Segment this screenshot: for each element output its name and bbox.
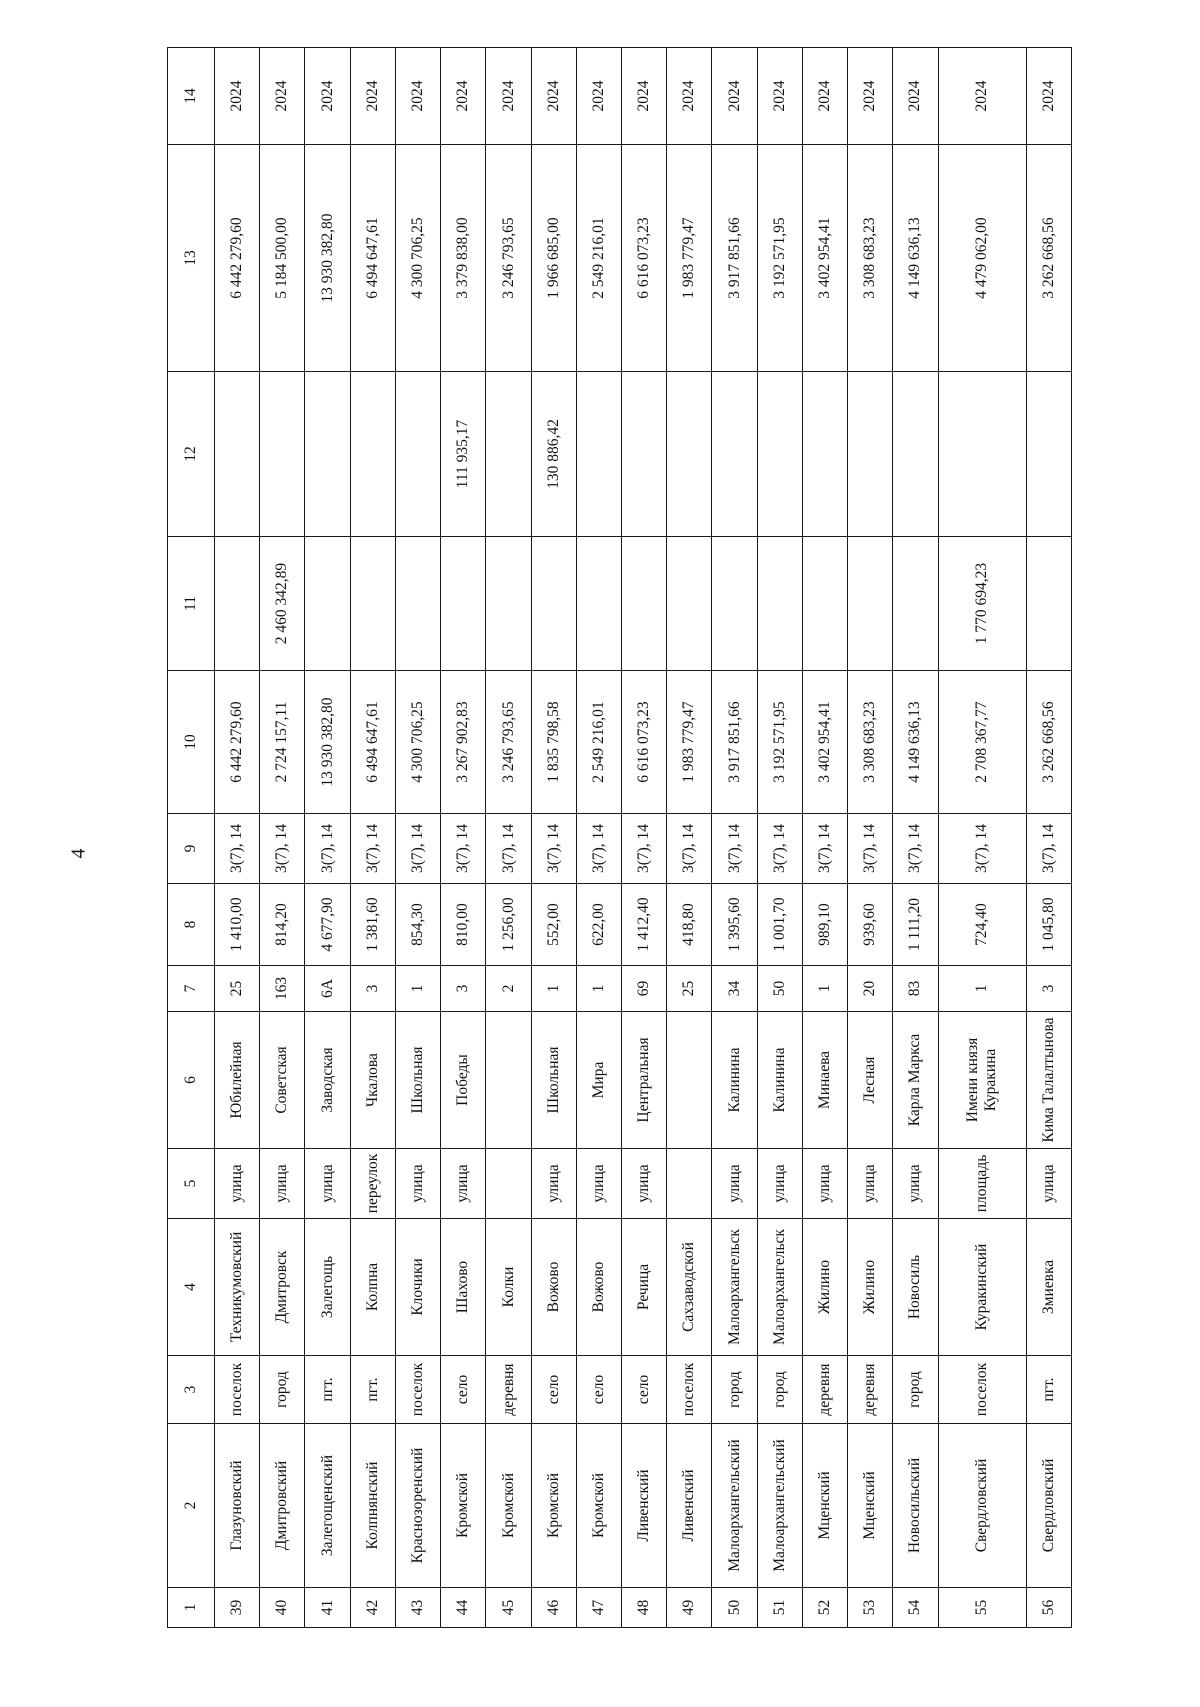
column-header-11: 11 <box>168 537 215 671</box>
column-header-4: 4 <box>168 1219 215 1356</box>
table-cell-col-9: 3(7), 14 <box>350 814 395 884</box>
page-number: 4 <box>67 848 90 859</box>
table-cell-col-11 <box>531 537 576 671</box>
table-cell-col-4: Техникумовский <box>215 1219 260 1356</box>
table-cell-col-13: 1 983 779,47 <box>667 145 712 372</box>
table-cell-col-2: Ливенский <box>621 1424 666 1588</box>
table-cell-col-8: 418,80 <box>667 884 712 966</box>
table-cell-col-7: 50 <box>757 966 802 1012</box>
table-cell-col-2: Ливенский <box>667 1424 712 1588</box>
table-cell-col-7: 1 <box>531 966 576 1012</box>
table-cell-col-1: 53 <box>848 1588 893 1628</box>
table-cell-col-14: 2024 <box>576 48 621 145</box>
table-cell-col-2: Залегощенский <box>305 1424 350 1588</box>
table-cell-col-5: улица <box>441 1149 486 1219</box>
table-cell-col-2: Малоархангельский <box>712 1424 757 1588</box>
table-cell-col-4: Малоархангельск <box>712 1219 757 1356</box>
table-cell-col-2: Дмитровский <box>260 1424 305 1588</box>
table-cell-col-12 <box>621 372 666 537</box>
table-cell-col-8: 1 045,80 <box>1026 884 1071 966</box>
table-cell-col-12 <box>1026 372 1071 537</box>
table-cell-col-8: 724,40 <box>938 884 1026 966</box>
table-cell-col-9: 3(7), 14 <box>621 814 666 884</box>
table-cell-col-7: 25 <box>215 966 260 1012</box>
table-cell-col-9: 3(7), 14 <box>938 814 1026 884</box>
table-row <box>938 48 1026 1628</box>
table-cell-col-1: 52 <box>802 1588 847 1628</box>
table-cell-col-6: Заводская <box>305 1012 350 1149</box>
table-cell-col-7: 3 <box>441 966 486 1012</box>
table-cell-col-13: 2 549 216,01 <box>576 145 621 372</box>
table-cell-col-4: Жилино <box>802 1219 847 1356</box>
table-cell-col-12 <box>215 372 260 537</box>
table-cell-col-11 <box>350 537 395 671</box>
table-cell-col-10: 4 149 636,13 <box>893 671 938 814</box>
table-cell-col-5: улица <box>260 1149 305 1219</box>
table-cell-col-12 <box>667 372 712 537</box>
table-cell-col-7: 3 <box>1026 966 1071 1012</box>
table-cell-col-9: 3(7), 14 <box>576 814 621 884</box>
table-cell-col-13: 3 402 954,41 <box>802 145 847 372</box>
table-cell-col-14: 2024 <box>395 48 440 145</box>
table-cell-col-11 <box>395 537 440 671</box>
table-cell-col-3: поселок <box>215 1356 260 1424</box>
table-cell-col-8: 1 256,00 <box>486 884 531 966</box>
table-cell-col-13: 6 442 279,60 <box>215 145 260 372</box>
table-cell-col-9: 3(7), 14 <box>215 814 260 884</box>
table-cell-col-13: 4 149 636,13 <box>893 145 938 372</box>
table-cell-col-14: 2024 <box>621 48 666 145</box>
table-cell-col-5: улица <box>802 1149 847 1219</box>
table-cell-col-1: 51 <box>757 1588 802 1628</box>
table-cell-col-6: Советская <box>260 1012 305 1149</box>
table-cell-col-13: 6 616 073,23 <box>621 145 666 372</box>
table-cell-col-12 <box>712 372 757 537</box>
table-cell-col-8: 552,00 <box>531 884 576 966</box>
table-cell-col-1: 40 <box>260 1588 305 1628</box>
table-cell-col-5 <box>486 1149 531 1219</box>
table-cell-col-5: улица <box>531 1149 576 1219</box>
table-cell-col-1: 45 <box>486 1588 531 1628</box>
table-cell-col-7: 3 <box>350 966 395 1012</box>
table-cell-col-9: 3(7), 14 <box>260 814 305 884</box>
table-cell-col-6: Калинина <box>712 1012 757 1149</box>
table-cell-col-6: Карла Маркса <box>893 1012 938 1149</box>
table-cell-col-4: Сахзаводской <box>667 1219 712 1356</box>
column-header-6: 6 <box>168 1012 215 1149</box>
table-cell-col-14: 2024 <box>893 48 938 145</box>
table-cell-col-1: 41 <box>305 1588 350 1628</box>
table-cell-col-7: 1 <box>576 966 621 1012</box>
table-cell-col-12 <box>350 372 395 537</box>
column-header-9: 9 <box>168 814 215 884</box>
table-cell-col-13: 4 479 062,00 <box>938 145 1026 372</box>
table-cell-col-3: деревня <box>802 1356 847 1424</box>
table-cell-col-5: улица <box>757 1149 802 1219</box>
table-cell-col-12 <box>893 372 938 537</box>
table-cell-col-1: 43 <box>395 1588 440 1628</box>
table-cell-col-13: 6 494 647,61 <box>350 145 395 372</box>
table-cell-col-9: 3(7), 14 <box>305 814 350 884</box>
table-cell-col-12 <box>848 372 893 537</box>
table-cell-col-3: город <box>712 1356 757 1424</box>
table-cell-col-3: город <box>893 1356 938 1424</box>
table-cell-col-2: Новосильский <box>893 1424 938 1588</box>
table-cell-col-5: улица <box>215 1149 260 1219</box>
table-cell-col-2: Свердловский <box>1026 1424 1071 1588</box>
table-cell-col-14: 2024 <box>350 48 395 145</box>
table-cell-col-8: 1 395,60 <box>712 884 757 966</box>
table-cell-col-1: 47 <box>576 1588 621 1628</box>
table-cell-col-6: Калинина <box>757 1012 802 1149</box>
table-cell-col-14: 2024 <box>667 48 712 145</box>
table-cell-col-10: 2 724 157,11 <box>260 671 305 814</box>
table-cell-col-9: 3(7), 14 <box>802 814 847 884</box>
table-cell-col-3: село <box>441 1356 486 1424</box>
table-cell-col-1: 44 <box>441 1588 486 1628</box>
register-table <box>167 47 1072 1628</box>
table-cell-col-8: 939,60 <box>848 884 893 966</box>
table-cell-col-6: Имени князя Куракина <box>938 1012 1026 1149</box>
table-cell-col-2: Мценский <box>802 1424 847 1588</box>
table-cell-col-3: село <box>576 1356 621 1424</box>
table-cell-col-4: Клочики <box>395 1219 440 1356</box>
table-cell-col-14: 2024 <box>712 48 757 145</box>
table-cell-col-4: Жилино <box>848 1219 893 1356</box>
table-cell-col-10: 13 930 382,80 <box>305 671 350 814</box>
table-row <box>621 48 666 1628</box>
table-row <box>531 48 576 1628</box>
table-cell-col-5: улица <box>576 1149 621 1219</box>
table-cell-col-9: 3(7), 14 <box>667 814 712 884</box>
table-cell-col-6: Победы <box>441 1012 486 1149</box>
table-cell-col-10: 6 494 647,61 <box>350 671 395 814</box>
table-cell-col-10: 3 192 571,95 <box>757 671 802 814</box>
table-cell-col-13: 3 246 793,65 <box>486 145 531 372</box>
table-cell-col-8: 1 412,40 <box>621 884 666 966</box>
table-cell-col-5 <box>667 1149 712 1219</box>
table-cell-col-1: 50 <box>712 1588 757 1628</box>
table-cell-col-4: Шахово <box>441 1219 486 1356</box>
table-cell-col-11 <box>621 537 666 671</box>
table-cell-col-1: 39 <box>215 1588 260 1628</box>
table-cell-col-1: 48 <box>621 1588 666 1628</box>
table-cell-col-7: 2 <box>486 966 531 1012</box>
table-row <box>395 48 440 1628</box>
table-cell-col-1: 56 <box>1026 1588 1071 1628</box>
table-cell-col-10: 3 917 851,66 <box>712 671 757 814</box>
table-cell-col-3: деревня <box>486 1356 531 1424</box>
table-cell-col-3: пгт. <box>305 1356 350 1424</box>
table-cell-col-12: 111 935,17 <box>441 372 486 537</box>
table-cell-col-8: 989,10 <box>802 884 847 966</box>
table-cell-col-14: 2024 <box>757 48 802 145</box>
table-cell-col-8: 810,00 <box>441 884 486 966</box>
table-cell-col-8: 622,00 <box>576 884 621 966</box>
column-header-13: 13 <box>168 145 215 372</box>
table-cell-col-11 <box>1026 537 1071 671</box>
table-cell-col-1: 42 <box>350 1588 395 1628</box>
table-cell-col-2: Кромской <box>441 1424 486 1588</box>
table-cell-col-13: 13 930 382,80 <box>305 145 350 372</box>
table-cell-col-14: 2024 <box>305 48 350 145</box>
table-cell-col-9: 3(7), 14 <box>441 814 486 884</box>
table-cell-col-14: 2024 <box>531 48 576 145</box>
table-cell-col-10: 3 262 668,56 <box>1026 671 1071 814</box>
table-cell-col-3: деревня <box>848 1356 893 1424</box>
column-header-1: 1 <box>168 1588 215 1628</box>
table-cell-col-5: улица <box>893 1149 938 1219</box>
table-row <box>757 48 802 1628</box>
table-cell-col-8: 854,30 <box>395 884 440 966</box>
table-cell-col-7: 1 <box>802 966 847 1012</box>
table-cell-col-10: 2 549 216,01 <box>576 671 621 814</box>
table-cell-col-3: пгт. <box>1026 1356 1071 1424</box>
table-cell-col-4: Куракинский <box>938 1219 1026 1356</box>
table-cell-col-6 <box>486 1012 531 1149</box>
table-cell-col-11: 2 460 342,89 <box>260 537 305 671</box>
table-cell-col-13: 1 966 685,00 <box>531 145 576 372</box>
table-cell-col-3: город <box>260 1356 305 1424</box>
table-cell-col-5: переулок <box>350 1149 395 1219</box>
table-cell-col-3: поселок <box>395 1356 440 1424</box>
table-cell-col-3: село <box>621 1356 666 1424</box>
table-cell-col-9: 3(7), 14 <box>486 814 531 884</box>
table-cell-col-11 <box>215 537 260 671</box>
table-cell-col-10: 1 983 779,47 <box>667 671 712 814</box>
table-cell-col-4: Дмитровск <box>260 1219 305 1356</box>
table-cell-col-9: 3(7), 14 <box>531 814 576 884</box>
table-cell-col-12 <box>757 372 802 537</box>
table-row <box>712 48 757 1628</box>
table-cell-col-1: 49 <box>667 1588 712 1628</box>
table-cell-col-2: Свердловский <box>938 1424 1026 1588</box>
table-cell-col-7: 1 <box>395 966 440 1012</box>
table-cell-col-5: улица <box>1026 1149 1071 1219</box>
table-cell-col-2: Кромской <box>576 1424 621 1588</box>
table-cell-col-10: 3 308 683,23 <box>848 671 893 814</box>
table-row <box>215 48 260 1628</box>
table-cell-col-14: 2024 <box>802 48 847 145</box>
table-cell-col-9: 3(7), 14 <box>848 814 893 884</box>
table-cell-col-13: 3 917 851,66 <box>712 145 757 372</box>
table-row <box>576 48 621 1628</box>
table-cell-col-4: Новосиль <box>893 1219 938 1356</box>
table-cell-col-5: улица <box>712 1149 757 1219</box>
table-row <box>486 48 531 1628</box>
table-cell-col-14: 2024 <box>1026 48 1071 145</box>
table-cell-col-10: 6 442 279,60 <box>215 671 260 814</box>
table-cell-col-9: 3(7), 14 <box>757 814 802 884</box>
table-cell-col-14: 2024 <box>441 48 486 145</box>
table-row <box>305 48 350 1628</box>
column-header-2: 2 <box>168 1424 215 1588</box>
table-cell-col-10: 3 402 954,41 <box>802 671 847 814</box>
table-cell-col-6: Школьная <box>531 1012 576 1149</box>
table-cell-col-4: Вожово <box>576 1219 621 1356</box>
table-cell-col-11 <box>667 537 712 671</box>
table-cell-col-13: 3 379 838,00 <box>441 145 486 372</box>
table-cell-col-11 <box>893 537 938 671</box>
table-cell-col-11 <box>802 537 847 671</box>
table-cell-col-5: улица <box>848 1149 893 1219</box>
table-cell-col-4: Речица <box>621 1219 666 1356</box>
table-row <box>1026 48 1071 1628</box>
table-cell-col-10: 1 835 798,58 <box>531 671 576 814</box>
table-cell-col-6: Чкалова <box>350 1012 395 1149</box>
table-cell-col-12 <box>576 372 621 537</box>
table-cell-col-8: 814,20 <box>260 884 305 966</box>
column-header-5: 5 <box>168 1149 215 1219</box>
table-cell-col-4: Малоархангельск <box>757 1219 802 1356</box>
table-cell-col-4: Вожово <box>531 1219 576 1356</box>
table-cell-col-10: 6 616 073,23 <box>621 671 666 814</box>
table-cell-col-7: 34 <box>712 966 757 1012</box>
register-table-rotated <box>167 48 1072 1628</box>
table-cell-col-12: 130 886,42 <box>531 372 576 537</box>
table-cell-col-11 <box>712 537 757 671</box>
table-cell-col-2: Колпнянский <box>350 1424 395 1588</box>
table-row <box>260 48 305 1628</box>
table-cell-col-10: 3 267 902,83 <box>441 671 486 814</box>
table-cell-col-10: 4 300 706,25 <box>395 671 440 814</box>
table-header-row <box>168 48 215 1628</box>
table-cell-col-8: 1 381,60 <box>350 884 395 966</box>
table-cell-col-4: Залегощь <box>305 1219 350 1356</box>
table-cell-col-3: город <box>757 1356 802 1424</box>
table-cell-col-12 <box>260 372 305 537</box>
table-cell-col-6: Юбилейная <box>215 1012 260 1149</box>
column-header-8: 8 <box>168 884 215 966</box>
table-cell-col-1: 54 <box>893 1588 938 1628</box>
column-header-10: 10 <box>168 671 215 814</box>
table-cell-col-9: 3(7), 14 <box>893 814 938 884</box>
table-cell-col-13: 3 192 571,95 <box>757 145 802 372</box>
table-cell-col-12 <box>395 372 440 537</box>
table-row <box>802 48 847 1628</box>
table-cell-col-12 <box>305 372 350 537</box>
table-cell-col-13: 3 262 668,56 <box>1026 145 1071 372</box>
table-body <box>215 48 1072 1628</box>
table-cell-col-2: Глазуновский <box>215 1424 260 1588</box>
table-cell-col-6: Минаева <box>802 1012 847 1149</box>
table-cell-col-8: 1 001,70 <box>757 884 802 966</box>
table-cell-col-14: 2024 <box>486 48 531 145</box>
table-cell-col-9: 3(7), 14 <box>1026 814 1071 884</box>
table-cell-col-7: 25 <box>667 966 712 1012</box>
table-cell-col-14: 2024 <box>938 48 1026 145</box>
table-cell-col-11 <box>486 537 531 671</box>
table-cell-col-4: Змиевка <box>1026 1219 1071 1356</box>
column-header-12: 12 <box>168 372 215 537</box>
table-cell-col-10: 3 246 793,65 <box>486 671 531 814</box>
table-row <box>350 48 395 1628</box>
table-cell-col-5: улица <box>395 1149 440 1219</box>
table-cell-col-4: Колки <box>486 1219 531 1356</box>
table-cell-col-9: 3(7), 14 <box>395 814 440 884</box>
table-cell-col-8: 4 677,90 <box>305 884 350 966</box>
table-cell-col-12 <box>486 372 531 537</box>
table-row <box>848 48 893 1628</box>
table-cell-col-6 <box>667 1012 712 1149</box>
table-cell-col-8: 1 111,20 <box>893 884 938 966</box>
table-cell-col-13: 4 300 706,25 <box>395 145 440 372</box>
table-cell-col-3: поселок <box>938 1356 1026 1424</box>
table-row <box>893 48 938 1628</box>
table-cell-col-1: 46 <box>531 1588 576 1628</box>
table-cell-col-1: 55 <box>938 1588 1026 1628</box>
table-cell-col-7: 6А <box>305 966 350 1012</box>
table-cell-col-6: Лесная <box>848 1012 893 1149</box>
table-cell-col-2: Краснозоренский <box>395 1424 440 1588</box>
table-cell-col-2: Кромской <box>531 1424 576 1588</box>
table-cell-col-10: 2 708 367,77 <box>938 671 1026 814</box>
table-cell-col-11: 1 770 694,23 <box>938 537 1026 671</box>
column-header-7: 7 <box>168 966 215 1012</box>
table-cell-col-14: 2024 <box>260 48 305 145</box>
table-cell-col-12 <box>802 372 847 537</box>
table-cell-col-11 <box>757 537 802 671</box>
table-cell-col-11 <box>305 537 350 671</box>
table-cell-col-11 <box>576 537 621 671</box>
table-cell-col-6: Кима Талалтынова <box>1026 1012 1071 1149</box>
table-cell-col-6: Школьная <box>395 1012 440 1149</box>
table-cell-col-7: 20 <box>848 966 893 1012</box>
table-cell-col-9: 3(7), 14 <box>712 814 757 884</box>
table-cell-col-7: 1 <box>938 966 1026 1012</box>
table-cell-col-3: пгт. <box>350 1356 395 1424</box>
table-cell-col-14: 2024 <box>848 48 893 145</box>
table-cell-col-2: Мценский <box>848 1424 893 1588</box>
table-cell-col-3: село <box>531 1356 576 1424</box>
table-cell-col-12 <box>938 372 1026 537</box>
table-cell-col-11 <box>848 537 893 671</box>
table-row <box>441 48 486 1628</box>
table-cell-col-7: 163 <box>260 966 305 1012</box>
table-cell-col-5: площадь <box>938 1149 1026 1219</box>
table-cell-col-8: 1 410,00 <box>215 884 260 966</box>
table-cell-col-13: 5 184 500,00 <box>260 145 305 372</box>
table-cell-col-3: поселок <box>667 1356 712 1424</box>
table-cell-col-13: 3 308 683,23 <box>848 145 893 372</box>
table-cell-col-6: Мира <box>576 1012 621 1149</box>
table-cell-col-11 <box>441 537 486 671</box>
table-cell-col-2: Кромской <box>486 1424 531 1588</box>
table-cell-col-7: 69 <box>621 966 666 1012</box>
table-cell-col-5: улица <box>305 1149 350 1219</box>
table-cell-col-14: 2024 <box>215 48 260 145</box>
column-header-3: 3 <box>168 1356 215 1424</box>
table-cell-col-5: улица <box>621 1149 666 1219</box>
table-row <box>667 48 712 1628</box>
column-header-14: 14 <box>168 48 215 145</box>
table-cell-col-2: Малоархангельский <box>757 1424 802 1588</box>
table-cell-col-7: 83 <box>893 966 938 1012</box>
table-cell-col-4: Колпна <box>350 1219 395 1356</box>
table-cell-col-6: Центральная <box>621 1012 666 1149</box>
